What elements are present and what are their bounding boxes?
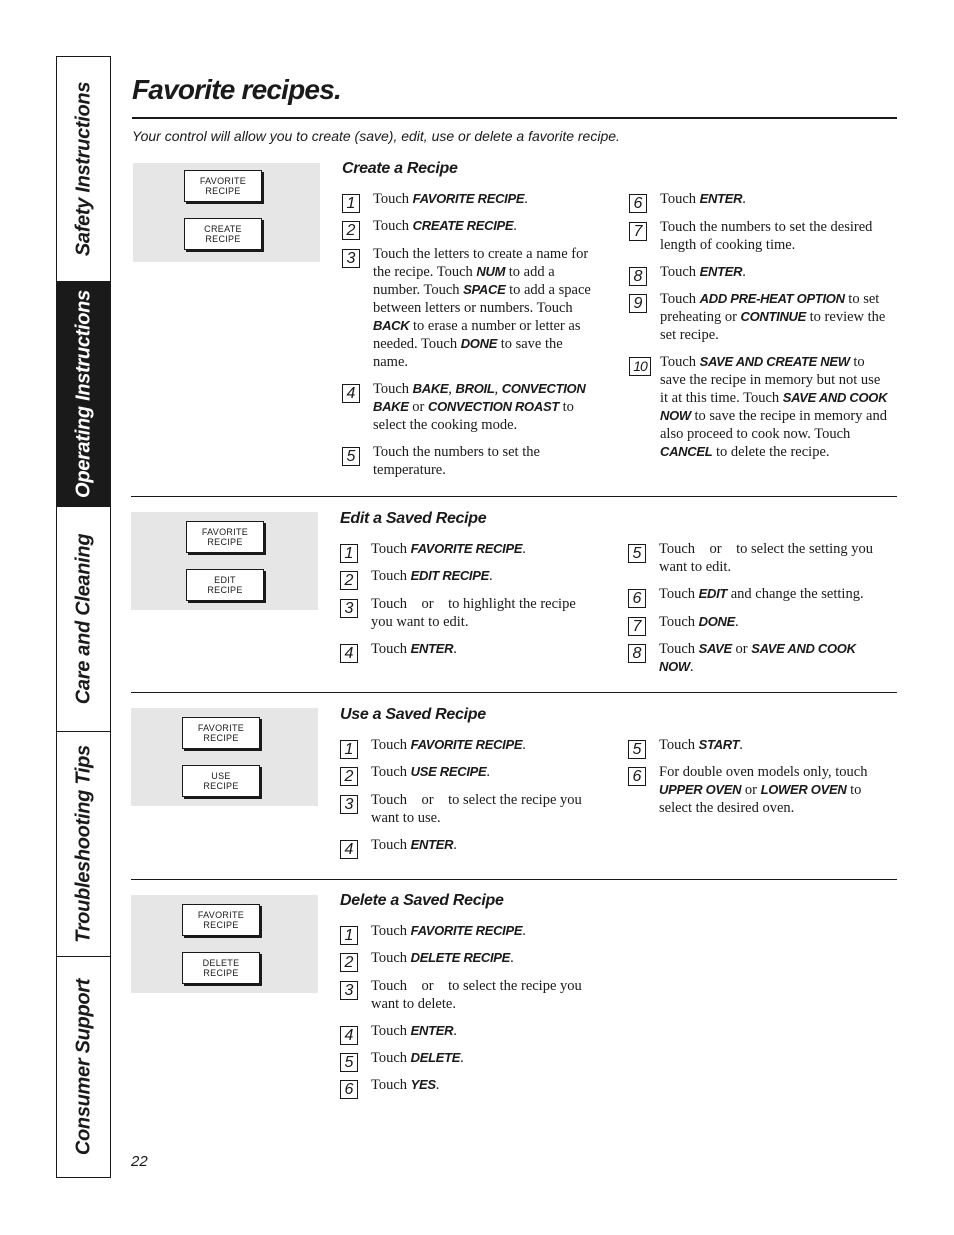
- section-divider: [131, 879, 897, 880]
- step-text: Touch DELETE RECIPE.: [371, 950, 514, 966]
- section-heading: Create a Recipe: [342, 160, 458, 177]
- step-text: Touch the letters to create a name for the recipe. Touch NUM to add a number. Touch SPACE to add a space between letters or numbers. Touch BACK to erase a number or letter as needed. Touch DONE to save the name.: [373, 246, 591, 370]
- section-divider: [131, 692, 897, 693]
- step-text: Touch or to highlight the recipe you want to edit.: [371, 596, 576, 630]
- favorite-recipe-key[interactable]: FAVORITE RECIPE: [182, 904, 260, 936]
- tab-operating-instructions[interactable]: [57, 282, 110, 507]
- step-text: Touch YES.: [371, 1077, 440, 1093]
- step-number: 3: [340, 795, 358, 814]
- step-text: Touch ENTER.: [660, 264, 746, 280]
- step-number: 8: [628, 644, 646, 663]
- step-number: 3: [342, 249, 360, 268]
- step-text: Touch FAVORITE RECIPE.: [371, 541, 526, 557]
- step-number: 7: [628, 617, 646, 636]
- step-number: 1: [340, 926, 358, 945]
- section-delete-recipe: [131, 892, 897, 1112]
- step-text: Touch DELETE.: [371, 1050, 464, 1066]
- section-divider: [131, 496, 897, 497]
- step-number: 6: [340, 1080, 358, 1099]
- step-number: 3: [340, 599, 358, 618]
- section-create-recipe: [131, 160, 897, 490]
- step-text: Touch EDIT RECIPE.: [371, 568, 493, 584]
- tab-care-and-cleaning[interactable]: [57, 507, 110, 732]
- step-number: 2: [340, 767, 358, 786]
- step-number: 4: [342, 384, 360, 403]
- step-text: Touch FAVORITE RECIPE.: [373, 191, 528, 207]
- tab-label: Operating Instructions: [72, 290, 94, 498]
- step-number: 4: [340, 644, 358, 663]
- step-number: 1: [342, 194, 360, 213]
- section-use-recipe: [131, 706, 897, 876]
- step-text: Touch SAVE AND CREATE NEW to save the recipe in memory but not use it at this time. Touch SAVE AND COOK NOW to save the recipe in memory and also proceed to cook now. Touch CANCEL to delete the recipe.: [660, 354, 888, 460]
- step-text: Touch ENTER.: [371, 1023, 457, 1039]
- tab-consumer-support[interactable]: [57, 957, 110, 1177]
- step-text: Touch START.: [659, 737, 743, 753]
- step-text: Touch ENTER.: [660, 191, 746, 207]
- step-number: 5: [628, 544, 646, 563]
- page-number: 22: [131, 1153, 148, 1170]
- favorite-recipe-key[interactable]: FAVORITE RECIPE: [184, 170, 262, 202]
- tab-troubleshooting-tips[interactable]: [57, 732, 110, 957]
- section-edit-recipe: [131, 510, 897, 690]
- use-recipe-key[interactable]: USE RECIPE: [182, 765, 260, 797]
- step-text: Touch BAKE, BROIL, CONVECTION BAKE or CONVECTION ROAST to select the cooking mode.: [373, 381, 586, 433]
- step-text: Touch the numbers to set the temperature.: [373, 444, 540, 478]
- step-text: Touch ENTER.: [371, 837, 457, 853]
- section-heading: Delete a Saved Recipe: [340, 892, 504, 909]
- step-number: 2: [342, 221, 360, 240]
- tab-label: Care and Cleaning: [72, 533, 94, 705]
- edit-recipe-key[interactable]: EDIT RECIPE: [186, 569, 264, 601]
- step-number: 7: [629, 222, 647, 241]
- step-text: Touch DONE.: [659, 614, 739, 630]
- favorite-recipe-key[interactable]: FAVORITE RECIPE: [186, 521, 264, 553]
- key-panel: [131, 512, 318, 610]
- section-heading: Edit a Saved Recipe: [340, 510, 487, 527]
- page-title: Favorite recipes.: [132, 74, 341, 105]
- step-text: Touch or to select the recipe you want to use.: [371, 792, 582, 826]
- section-heading: Use a Saved Recipe: [340, 706, 486, 723]
- step-text: Touch ENTER.: [371, 641, 457, 657]
- step-number: 4: [340, 840, 358, 859]
- step-text: For double oven models only, touch UPPER OVEN or LOWER OVEN to select the desired oven.: [659, 764, 868, 816]
- step-text: Touch EDIT and change the setting.: [659, 586, 864, 602]
- step-number: 2: [340, 571, 358, 590]
- step-text: Touch or to select the recipe you want to delete.: [371, 978, 582, 1012]
- step-number: 5: [342, 447, 360, 466]
- step-text: Touch CREATE RECIPE.: [373, 218, 517, 234]
- step-number: 8: [629, 267, 647, 286]
- step-number: 9: [629, 294, 647, 313]
- favorite-recipe-key[interactable]: FAVORITE RECIPE: [182, 717, 260, 749]
- step-number: 1: [340, 740, 358, 759]
- step-number: 3: [340, 981, 358, 1000]
- step-text: Touch USE RECIPE.: [371, 764, 491, 780]
- step-number: 6: [629, 194, 647, 213]
- step-text: Touch or to select the setting you want to edit.: [659, 541, 874, 575]
- step-number: 6: [628, 767, 646, 786]
- step-number: 10: [629, 357, 651, 376]
- tab-label: Troubleshooting Tips: [72, 745, 94, 943]
- step-text: Touch ADD PRE-HEAT OPTION to set preheating or CONTINUE to review the set recipe.: [660, 291, 886, 343]
- step-number: 6: [628, 589, 646, 608]
- step-number: 5: [628, 740, 646, 759]
- side-tabs: [56, 56, 111, 1178]
- intro-text: Your control will allow you to create (save), edit, use or delete a favorite recipe.: [132, 128, 620, 144]
- title-divider: [132, 117, 897, 119]
- step-text: Touch FAVORITE RECIPE.: [371, 737, 526, 753]
- create-recipe-key[interactable]: CREATE RECIPE: [184, 218, 262, 250]
- step-text: Touch FAVORITE RECIPE.: [371, 923, 526, 939]
- step-number: 5: [340, 1053, 358, 1072]
- step-number: 2: [340, 953, 358, 972]
- tab-label: Safety Instructions: [72, 81, 94, 257]
- step-number: 4: [340, 1026, 358, 1045]
- key-panel: [131, 895, 318, 993]
- step-text: Touch the numbers to set the desired length of cooking time.: [660, 219, 873, 253]
- step-number: 1: [340, 544, 358, 563]
- key-panel: [133, 163, 320, 262]
- tab-label: Consumer Support: [72, 978, 94, 1156]
- delete-recipe-key[interactable]: DELETE RECIPE: [182, 952, 260, 984]
- step-text: Touch SAVE or SAVE AND COOK NOW.: [659, 641, 856, 675]
- tab-safety-instructions[interactable]: [57, 57, 110, 282]
- key-panel: [131, 708, 318, 806]
